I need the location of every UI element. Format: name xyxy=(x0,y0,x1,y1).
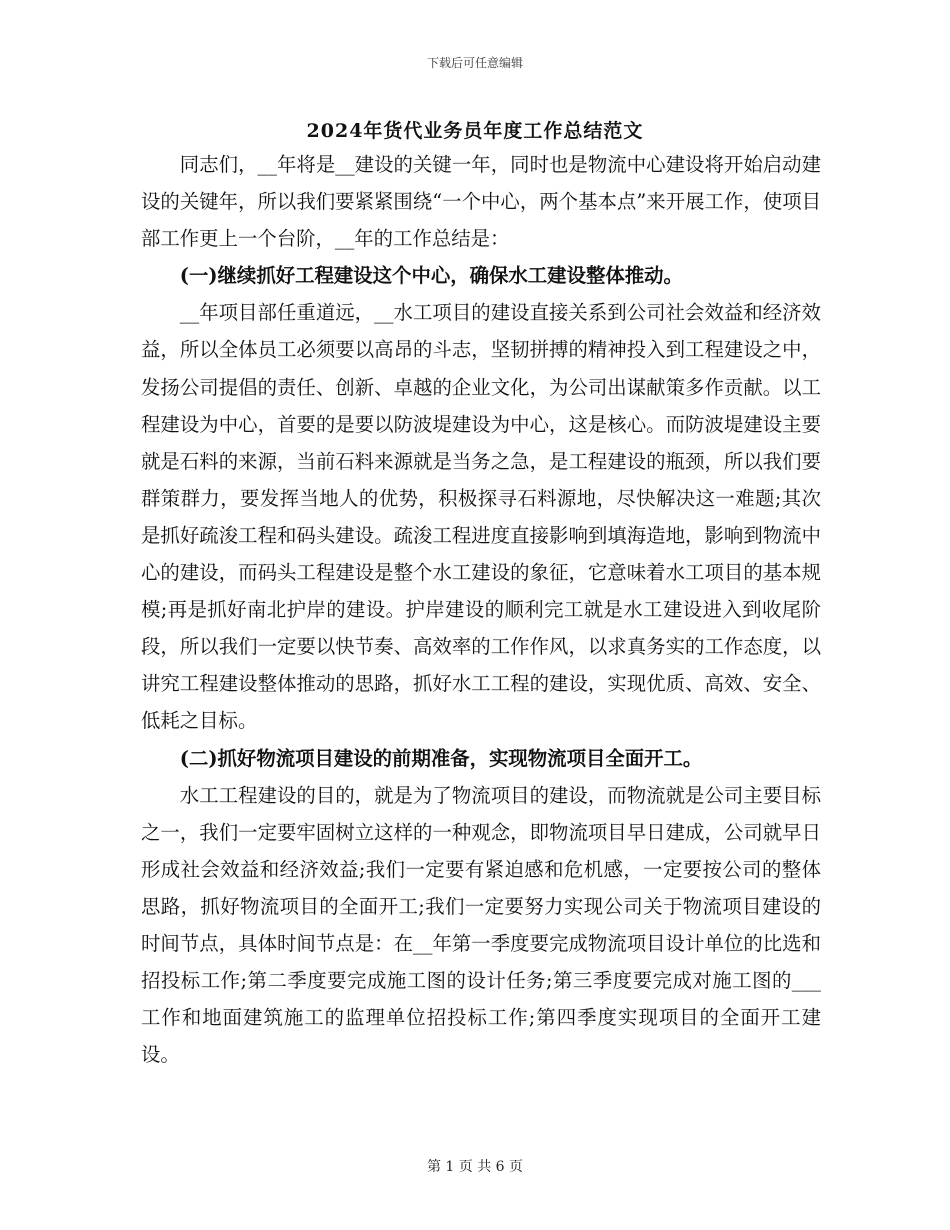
page-footer: 第 1 页 共 6 页 xyxy=(426,1159,524,1175)
paragraph-intro: 同志们，__年将是__建设的关键一年，同时也是物流中心建设将开始启动建设的关键年，所以我们要紧紧围绕“一个中心，两个基本点”来开展工作，使项目部工作更上一个台阶，__年的工作总结是： xyxy=(141,153,821,251)
document-title: 2024年货代业务员年度工作总结范文 xyxy=(306,120,644,142)
page-header: 下载后可任意编辑 xyxy=(426,56,523,70)
section-heading-1: (一)继续抓好工程建设这个中心，确保水工建设整体推动。 xyxy=(179,264,683,288)
paragraph-section-2: 水工工程建设的目的，就是为了物流项目的建设，而物流就是公司主要目标之一，我们一定要牢固树立这样的一种观念，即物流项目早日建成，公司就早日形成社会效益和经济效益;我们一定要有紧迫感和危机感，一定要按公司的整体思路，抓好物流项目的全面开工;我们一定要努力实现公司关于物流项目建设的时间节点，具体时间节点是：在__年第一季度要完成物流项目设计单位的比选和招投标工作;第二季度要完成施工图的设计任务;第三季度要完成对施工图的___工作和地面建筑施工的监理单位招投标工作;第四季度实现项目的全面开工建设。 xyxy=(141,783,821,1067)
section-heading-2: (二)抓好物流项目建设的前期准备，实现物流项目全面开工。 xyxy=(179,746,703,770)
paragraph-section-1: __年项目部任重道远，__水工项目的建设直接关系到公司社会效益和经济效益，所以全体员工必须要以高昂的斗志，坚韧拼搏的精神投入到工程建设之中，发扬公司提倡的责任、创新、卓越的企业文化，为公司出谋献策多作贡献。以工程建设为中心，首要的是要以防波堤建设为中心，这是核心。而防波堤建设主要就是石料的来源，当前石料来源就是当务之急，是工程建设的瓶颈，所以我们要群策群力，要发挥当地人的优势，积极探寻石料源地，尽快解决这一难题;其次是抓好疏浚工程和码头建设。疏浚工程进度直接影响到填海造地，影响到物流中心的建设，而码头工程建设是整个水工建设的象征，它意味着水工项目的基本规模;再是抓好南北护岸的建设。护岸建设的顺利完工就是水工建设进入到收尾阶段，所以我们一定要以快节奏、高效率的工作作风，以求真务实的工作态度，以讲究工程建设整体推动的思路，抓好水工工程的建设，实现优质、高效、安全、低耗之目标。 xyxy=(141,301,821,733)
document-body xyxy=(141,146,821,1073)
